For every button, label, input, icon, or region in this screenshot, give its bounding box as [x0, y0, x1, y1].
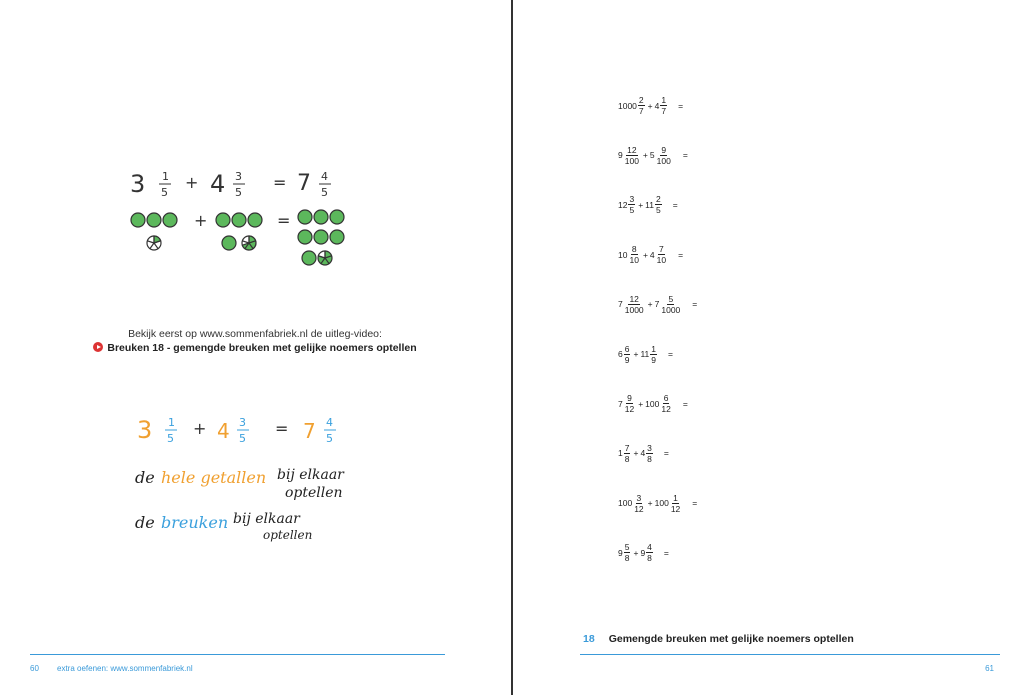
denominator-2: 8 [647, 553, 652, 564]
plus-sign: + [647, 100, 653, 111]
denominator-2: 8 [647, 453, 652, 464]
equals-sign: = [668, 349, 673, 359]
footer-divider [30, 654, 445, 655]
line2-colored: breuken [161, 513, 229, 532]
exercise-row [618, 493, 727, 514]
whole-2: 11 [645, 199, 654, 210]
line1-rest1: bij elkaar [277, 467, 344, 483]
answer-space[interactable] [673, 348, 703, 360]
fraction-1 [633, 493, 644, 514]
denominator-1: 9 [624, 354, 630, 365]
answer-space[interactable] [669, 547, 699, 559]
circles-group-1 [131, 213, 177, 250]
denominator-1: 1000 [624, 304, 644, 315]
exercise-row [618, 542, 699, 563]
ex2-num3: 4 [326, 416, 333, 429]
denominator-1: 12 [624, 404, 635, 415]
numerator-2: 1 [673, 492, 678, 503]
answer-space[interactable] [688, 398, 718, 410]
video-reference [60, 327, 450, 355]
numerator-1: 3 [629, 194, 635, 205]
ex1-equals: = [273, 173, 287, 192]
fraction-1 [624, 294, 645, 315]
whole-1: 10 [618, 249, 628, 260]
equals-sign: = [663, 448, 669, 459]
left-page [0, 0, 511, 695]
exercise-row [618, 145, 718, 166]
denominator-2: 12 [670, 503, 681, 514]
whole-1: 7 [618, 398, 623, 409]
denominator-1: 8 [624, 453, 630, 464]
denominator-2: 100 [656, 155, 671, 166]
exercise-row [618, 344, 703, 365]
answer-space[interactable] [697, 298, 727, 310]
numerator-2: 7 [659, 244, 664, 255]
answer-space[interactable] [683, 100, 713, 112]
equals-sign: = [682, 150, 688, 161]
equals-sign: = [663, 547, 669, 558]
line2-prefix: de [135, 513, 155, 532]
equals-sign: = [678, 249, 684, 260]
svg-text:+: + [194, 211, 208, 230]
ex2-den3: 5 [326, 432, 333, 445]
plus-sign: + [642, 249, 648, 260]
numerator-1: 5 [624, 542, 630, 553]
plus-sign: + [638, 398, 644, 409]
ex1-num3: 4 [321, 170, 328, 183]
ex1-num2: 3 [235, 170, 242, 183]
numerator-2: 5 [668, 293, 674, 304]
ex1-whole1: 3 [130, 170, 146, 198]
whole-2: 4 [649, 249, 655, 260]
fraction-1 [624, 145, 640, 166]
ex1-den3: 5 [321, 186, 328, 199]
ex2-den1: 5 [167, 432, 174, 445]
line2-rest1: bij elkaar [233, 511, 300, 527]
ex2-equals: = [275, 419, 289, 438]
footer-link[interactable]: extra oefenen: www.sommenfabriek.nl [57, 664, 193, 673]
plus-sign: + [638, 199, 644, 210]
whole-1: 9 [618, 150, 623, 161]
fraction-1 [624, 393, 635, 414]
equals-sign: = [682, 398, 688, 409]
line2-rest2: optellen [263, 528, 313, 542]
denominator-1: 5 [629, 205, 635, 216]
page-number: 61 [985, 664, 994, 673]
fraction-1 [638, 95, 645, 116]
answer-space[interactable] [669, 447, 699, 459]
chapter-number: 18 [583, 633, 595, 645]
denominator-2: 12 [661, 404, 671, 415]
plus-sign: + [633, 547, 639, 558]
denominator-1: 12 [634, 503, 644, 514]
equals-sign: = [672, 199, 678, 210]
ex1-plus: + [185, 173, 199, 192]
whole-2: 4 [640, 448, 646, 459]
answer-space[interactable] [683, 249, 713, 261]
answer-space[interactable] [697, 497, 727, 509]
ex2-num2: 3 [239, 416, 246, 429]
line1-prefix: de [135, 468, 155, 487]
numerator-1: 3 [636, 492, 642, 503]
denominator-2: 7 [661, 106, 667, 116]
fraction-1 [628, 194, 635, 215]
mixed-fraction-illustration [125, 160, 355, 270]
numerator-2: 1 [651, 343, 656, 354]
fraction-2 [646, 443, 653, 464]
explanation-illustration [125, 405, 365, 545]
fraction-2 [660, 294, 681, 315]
whole-2: 100 [654, 498, 669, 509]
ex1-den1: 5 [161, 186, 168, 199]
denominator-2: 5 [656, 205, 661, 216]
numerator-2: 4 [647, 542, 652, 553]
ex1-num1: 1 [162, 170, 169, 183]
whole-2: 4 [654, 100, 660, 111]
ex2-whole2: 4 [217, 419, 230, 443]
fraction-2 [670, 493, 681, 514]
answer-space[interactable] [688, 149, 718, 161]
video-title[interactable]: Breuken 18 - gemengde breuken met gelijke noemers optellen [107, 342, 417, 354]
exercise-row [618, 95, 713, 116]
svg-text:=: = [277, 211, 291, 230]
play-icon[interactable] [93, 342, 103, 352]
circles-group-3 [298, 210, 344, 265]
video-link[interactable] [60, 341, 450, 355]
fraction-1 [628, 244, 639, 265]
ex1-whole3: 7 [297, 171, 311, 196]
fraction-2 [660, 95, 667, 116]
numerator-2: 9 [661, 144, 667, 155]
denominator-1: 100 [624, 155, 639, 166]
whole-1: 100 [618, 498, 633, 509]
exercise-row [618, 393, 718, 414]
fraction-2 [646, 542, 653, 563]
whole-2: 9 [640, 547, 646, 558]
whole-1: 6 [618, 349, 623, 359]
whole-2: 5 [649, 150, 655, 161]
equals-sign: = [692, 498, 698, 509]
fraction-2 [655, 194, 662, 215]
exercise-row [618, 194, 708, 215]
denominator-2: 1000 [661, 304, 681, 315]
exercise-row [618, 443, 699, 464]
plus-sign: + [647, 498, 653, 509]
plus-sign: + [647, 299, 653, 310]
page-number: 60 [30, 664, 39, 673]
numerator-2: 2 [656, 194, 661, 205]
equals-sign: = [692, 299, 698, 310]
whole-2: 7 [654, 299, 660, 310]
equals-sign: = [678, 100, 684, 111]
denominator-2: 10 [656, 255, 667, 266]
fraction-1 [624, 443, 631, 464]
numerator-1: 9 [627, 393, 632, 404]
right-page [513, 0, 1024, 695]
denominator-1: 8 [624, 553, 630, 564]
whole-1: 1000 [618, 100, 637, 111]
chapter-title: Gemengde breuken met gelijke noemers optellen [608, 633, 854, 645]
denominator-1: 10 [629, 255, 639, 266]
ex2-whole3: 7 [303, 419, 316, 443]
ex1-den2: 5 [235, 186, 242, 199]
whole-1: 12 [618, 199, 628, 210]
whole-2: 100 [645, 398, 660, 409]
numerator-2: 3 [647, 442, 652, 453]
footer-divider [580, 654, 1000, 655]
fraction-2 [656, 244, 667, 265]
ex2-den2: 5 [239, 432, 246, 445]
whole-1: 1 [618, 448, 623, 459]
denominator-2: 9 [651, 354, 656, 365]
fraction-1 [624, 344, 631, 365]
fraction-1 [624, 542, 631, 563]
fraction-2 [650, 344, 657, 365]
fraction-2 [656, 145, 672, 166]
whole-1: 7 [618, 299, 623, 310]
plus-sign: + [642, 150, 648, 161]
denominator-1: 7 [638, 106, 644, 116]
video-intro: Bekijk eerst op www.sommenfabriek.nl de uitleg-video: [128, 328, 382, 340]
chapter-heading [583, 633, 854, 645]
numerator-2: 1 [661, 95, 667, 105]
answer-space[interactable] [678, 199, 708, 211]
ex1-whole2: 4 [210, 170, 226, 198]
numerator-1: 7 [624, 442, 630, 453]
numerator-1: 12 [627, 144, 637, 155]
numerator-2: 6 [663, 393, 669, 404]
ex2-plus: + [193, 419, 207, 438]
line1-rest2: optellen [285, 485, 343, 501]
numerator-1: 2 [638, 95, 644, 105]
numerator-1: 6 [624, 343, 630, 354]
whole-1: 9 [618, 547, 623, 558]
ex2-num1: 1 [168, 416, 175, 429]
exercise-row [618, 244, 713, 265]
numerator-1: 8 [631, 244, 637, 255]
ex2-whole1: 3 [137, 416, 153, 444]
plus-sign: + [633, 448, 639, 459]
circles-group-2 [216, 213, 262, 250]
whole-2: 11 [640, 349, 650, 359]
fraction-2 [660, 393, 671, 414]
plus-sign: + [633, 349, 639, 359]
exercise-row [618, 294, 727, 315]
numerator-1: 12 [629, 293, 639, 304]
line1-colored: hele getallen [161, 468, 267, 487]
